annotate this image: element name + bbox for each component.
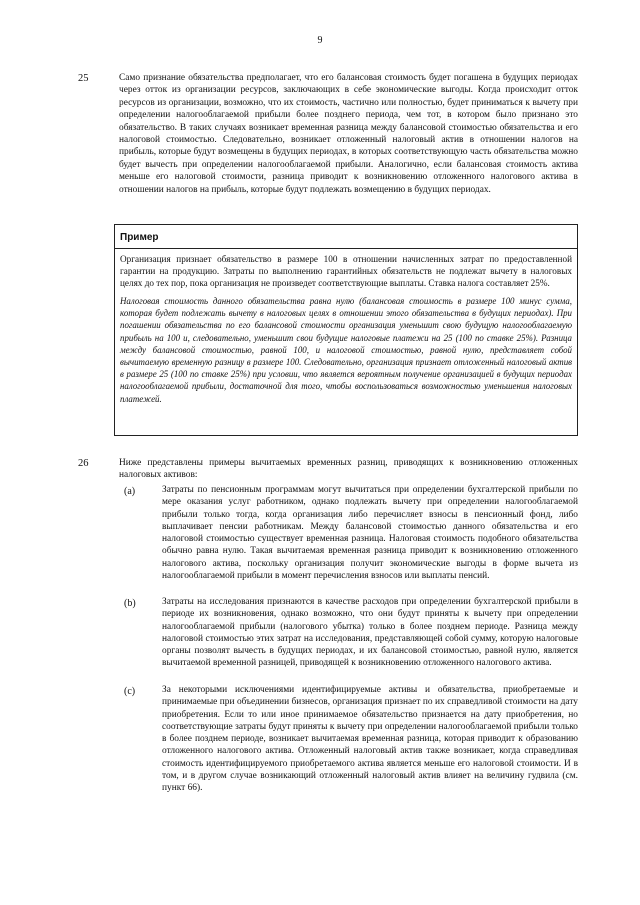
paragraph-25-text: Само признание обязательства предполагает, что его балансовая стоимость будет погашена в будущих периодах через отток из организации ресурсов, заключающих в себе экономические выгоды. Когда происходит отток ресурсов из организации, возможно, что их стоимость, частично или полностью, будет приниматься к вычету при определении налогооблагаемой прибыли более позднего периода, чем тот, в котором было признано это обязательство. В таких случаях возникает временная разница между балансовой стоимостью обязательства и его налоговой стоимостью. Следовательно, возникает отложенный налоговый актив в отношении налогов на прибыль, которые будут возмещены в будущих периодах, в которых соответствующую часть обязательства можно будет вычесть при определении налогооблагаемой прибыли. Аналогично, если балансовая стоимость актива меньше его налоговой стоимости, разница приводит к возникновению отложенного налогового актива в отношении налогов на прибыль, которые будут подлежать возмещению в будущих периодах. xyxy=(119,73,578,195)
example-intro-text: Организация признает обязательство в размере 100 в отношении начисленных затрат по предоставленной гарантии на продукцию. Затраты по выполнению гарантийных обязательств не подлежат вычету в налоговых целях до тех пор, пока организация не произведет соответствующие выплаты. Ставка налога составляет 25%. xyxy=(120,254,572,288)
example-title: Пример xyxy=(115,225,577,249)
paragraph-number-26: 26 xyxy=(78,458,89,469)
page-number: 9 xyxy=(317,35,323,46)
item-c-label: (c) xyxy=(124,686,136,697)
example-explanation-text: Налоговая стоимость данного обязательства равна нулю (балансовая стоимость в размере 100 минус сумма, которая будет подлежать вычету в налоговых целях в отношении этого обязательства в будущих периодах). При погашении обязательства по его балансовой стоимости организация уменьшит свою будущую налогооблагаемую прибыль на 100 и, следовательно, уменьшит свои будущие налоговые платежи на 25 (100 по ставке 25%). Разница между балансовой стоимостью, равной 100, и налоговой стоимостью, равной нулю, представляет собой вычитаемую временную разницу в размере 100. Следовательно, организация признает отложенный налоговый актив в размере 25 (100 по ставке 25%) при условии, что является вероятным получение организацией в будущих периодах налогооблагаемой прибыли, достаточной для того, чтобы воспользоваться возможностью уменьшения налоговых платежей. xyxy=(120,296,572,404)
paragraph-26-intro: Ниже представлены примеры вычитаемых временных разниц, приводящих к возникновению отложенных налоговых активов: xyxy=(119,458,578,481)
item-b-label: (b) xyxy=(124,598,136,609)
item-a-label: (a) xyxy=(124,486,136,497)
example-body xyxy=(115,249,577,405)
item-c-text: За некоторыми исключениями идентифицируемые активы и обязательства, приобретаемые и принимаемые при объединении бизнесов, организация признает по их справедливой стоимости на дату приобретения. Если то или иное принимаемое обязательство признается на дату приобретения, но соответствующие затраты будут приняты к вычету при определении налогооблагаемой прибыли только в более позднем периоде, возникает вычитаемая временная разница, которая приводит к образованию отложенного налогового актива. Отложенный налоговый актив также возникает, когда справедливая стоимость идентифицируемого приобретаемого актива является меньше его налоговой стоимости. И в том, и в другом случае возникающий отложенный налоговый актив влияет на величину гудвила (см. пункт 66). xyxy=(162,685,578,794)
item-b-text: Затраты на исследования признаются в качестве расходов при определении бухгалтерской прибыли в периоде их возникновения, однако возможно, что они будут приняты к вычету при определении налогооблагаемой прибыли (налогового убытка) только в более позднем периоде. Разница между налоговой стоимостью этих затрат на исследования, представляющей собой сумму, которую налоговые органы позволят вычесть в будущих периодах, и их балансовой стоимостью, равной нулю, является вычитаемой временной разницей, приводящей к возникновению отложенного налогового актива. xyxy=(162,597,578,669)
example-box xyxy=(114,224,578,436)
item-a-text: Затраты по пенсионным программам могут вычитаться при определении бухгалтерской прибыли по мере оказания услуг работником, однако подлежать вычету при определении налогооблагаемой прибыли только тогда, когда организация либо перечисляет взносы в пенсионный фонд, либо выплачивает пенсии работникам. Между балансовой стоимостью данного обязательства и его налоговой стоимостью существует временная разница. Налоговая стоимость подобного обязательства обычно равна нулю. Такая вычитаемая временная разница приводит к возникновению отложенного налогового актива, поскольку организация получит экономические выгоды в форме вычета из налогооблагаемой прибыли в момент перечисления взносов или выплаты пенсий. xyxy=(162,485,578,582)
paragraph-number-25: 25 xyxy=(78,73,89,84)
